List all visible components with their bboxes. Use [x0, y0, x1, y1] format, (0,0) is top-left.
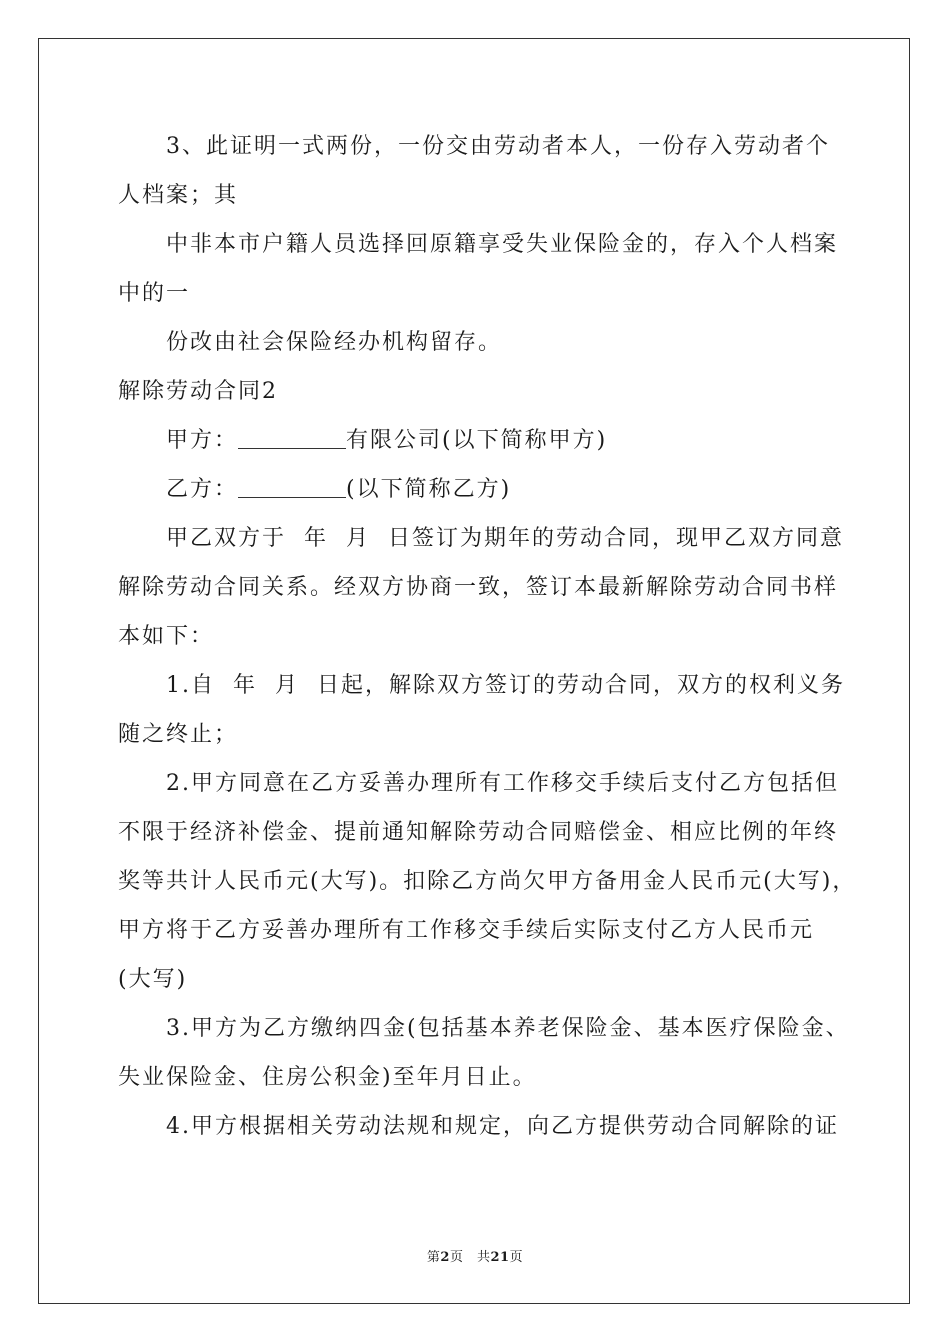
party-b-line: [118, 471, 838, 520]
paragraph-line: 本如下：: [118, 624, 215, 649]
section-heading: 解除劳动合同2: [118, 379, 278, 404]
list-item-line: (大写): [118, 967, 188, 992]
party-a-blank: [238, 426, 346, 449]
list-item-line: 失业保险金、住房公积金)至年月日止。: [118, 1065, 537, 1090]
list-item-line: 1.自 年 月 日起，解除双方签订的劳动合同，双方的权利义务: [166, 673, 845, 698]
document-body: [118, 128, 857, 1157]
party-b-blank: [238, 475, 346, 498]
party-a-label: 甲方：: [166, 428, 239, 453]
paragraph-line: 3、此证明一式两份，一份交由劳动者本人，一份存入劳动者个: [166, 134, 830, 159]
footer-mid: 页 共: [449, 1250, 491, 1265]
paragraph-line: 人档案；其: [118, 183, 239, 208]
page-footer: [0, 1246, 950, 1265]
paragraph-line: 中非本市户籍人员选择回原籍享受失业保险金的，存入个人档案: [166, 232, 839, 257]
list-item-line: 3.甲方为乙方缴纳四金(包括基本养老保险金、基本医疗保险金、: [166, 1016, 850, 1041]
footer-total-pages: 21: [490, 1250, 510, 1265]
list-item-line: 随之终止；: [118, 722, 239, 747]
party-b-label: 乙方：: [166, 477, 239, 502]
paragraph-line: 解除劳动合同关系。经双方协商一致，签订本最新解除劳动合同书样: [118, 575, 839, 600]
list-item-line: 奖等共计人民币元(大写)。扣除乙方尚欠甲方备用金人民币元(大写)，: [118, 869, 857, 894]
footer-suffix: 页: [509, 1250, 524, 1265]
list-item-line: 不限于经济补偿金、提前通知解除劳动合同赔偿金、相应比例的年终: [118, 820, 839, 845]
paragraph-line: 中的一: [118, 281, 191, 306]
party-a-line: [118, 422, 838, 471]
party-b-suffix: (以下简称乙方): [346, 477, 512, 502]
footer-prefix: 第: [426, 1250, 441, 1265]
list-item-line: 4.甲方根据相关劳动法规和规定，向乙方提供劳动合同解除的证: [166, 1114, 839, 1139]
paragraph-line: 甲乙双方于 年 月 日签订为期年的劳动合同，现甲乙双方同意: [166, 526, 844, 551]
paragraph-line: 份改由社会保险经办机构留存。: [166, 330, 503, 355]
party-a-suffix: 有限公司(以下简称甲方): [346, 428, 608, 453]
list-item-line: 2.甲方同意在乙方妥善办理所有工作移交手续后支付乙方包括但: [166, 771, 839, 796]
list-item-line: 甲方将于乙方妥善办理所有工作移交手续后实际支付乙方人民币元: [118, 918, 815, 943]
footer-current-page: 2: [440, 1250, 450, 1265]
